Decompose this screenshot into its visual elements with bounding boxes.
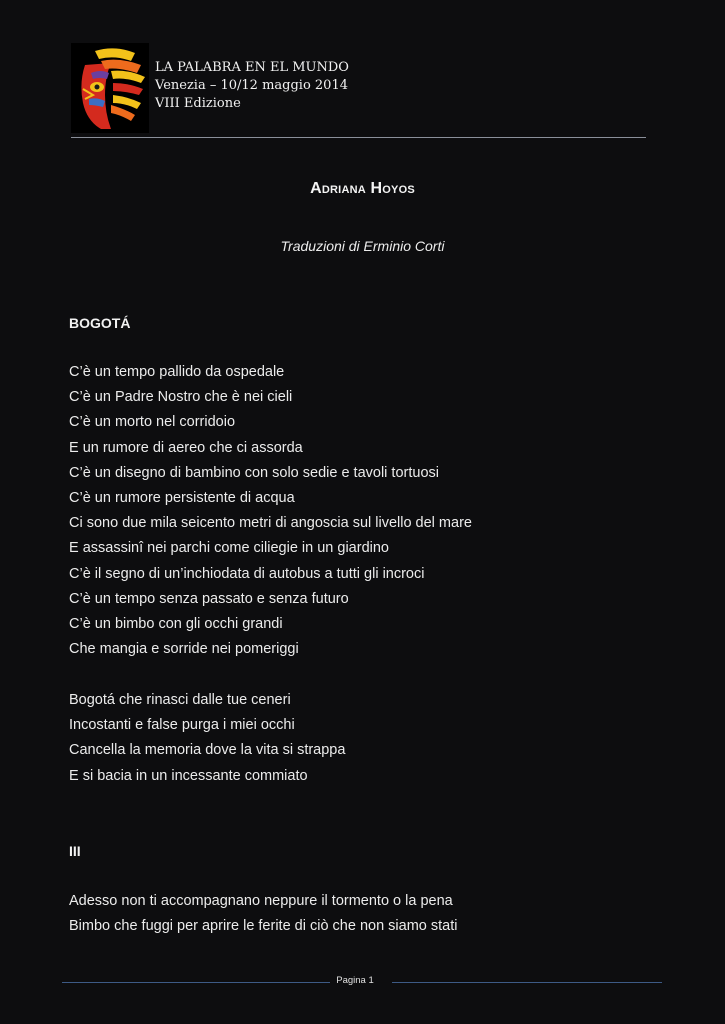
poem-line: C’è un rumore persistente di acqua	[69, 490, 295, 507]
poem-line: Che mangia e sorride nei pomeriggi	[69, 641, 299, 658]
header-title: LA PALABRA EN EL MUNDO	[155, 60, 349, 75]
poem-line: Bimbo che fuggi per aprire le ferite di ciò che non siamo stati	[69, 918, 458, 935]
poem-line: E un rumore di aereo che ci assorda	[69, 439, 303, 456]
poem-title: BOGOTÁ	[69, 315, 131, 331]
page-number: Pagina 1	[336, 975, 374, 986]
footer-divider-right	[392, 982, 662, 983]
author-name: Adriana Hoyos	[310, 180, 415, 197]
festival-logo	[71, 43, 149, 133]
translator-credit: Traduzioni di Erminio Corti	[280, 238, 445, 254]
poem-line: Bogotá che rinasci dalle tue ceneri	[69, 692, 291, 708]
poem-stanza	[69, 688, 345, 789]
poem-line: Ci sono due mila seicento metri di angoscia sul livello del mare	[69, 515, 472, 532]
header-place-date: Venezia – 10/12 maggio 2014	[155, 78, 348, 93]
footer-divider-left	[62, 982, 330, 983]
header-divider	[71, 137, 646, 138]
poem-stanza	[69, 889, 457, 939]
stylized-face-logo-icon	[71, 43, 149, 133]
poem-line: C’è un Padre Nostro che è nei cieli	[69, 389, 293, 406]
poem-title: III	[69, 843, 81, 859]
poem-line: Adesso non ti accompagnano neppure il tormento o la pena	[69, 893, 453, 909]
poem-line: C’è un disegno di bambino con solo sedie e tavoli tortuosi	[69, 464, 439, 481]
poem-line: E si bacia in un incessante commiato	[69, 767, 308, 784]
header-edition: VIII Edizione	[155, 96, 241, 111]
poem-line: C’è un morto nel corridoio	[69, 414, 236, 431]
poem-line: C’è il segno di un’inchiodata di autobus a tutti gli incroci	[69, 565, 425, 582]
poem-line: C’è un tempo senza passato e senza futuro	[69, 590, 349, 607]
poem-line: Cancella la memoria dove la vita si strappa	[69, 742, 346, 759]
poem-line: Incostanti e false purga i miei occhi	[69, 717, 295, 734]
header-block	[155, 59, 349, 113]
poem-stanza	[69, 360, 472, 662]
poem-line: C’è un tempo pallido da ospedale	[69, 364, 285, 380]
poem-line: C’è un bimbo con gli occhi grandi	[69, 616, 283, 633]
poem-line: E assassinî nei parchi come ciliegie in un giardino	[69, 540, 389, 557]
